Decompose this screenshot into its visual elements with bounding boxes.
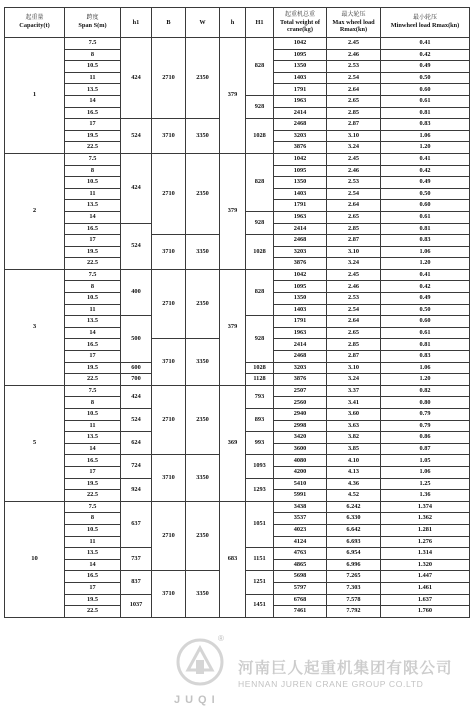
capacity-cell: 5 bbox=[5, 385, 65, 501]
min-wheel-load-cell: 0.50 bbox=[381, 72, 470, 84]
total-weight-cell: 1403 bbox=[274, 72, 327, 84]
capacity-cell: 10 bbox=[5, 501, 65, 617]
total-weight-cell: 1042 bbox=[274, 269, 327, 281]
total-weight-cell: 5991 bbox=[274, 490, 327, 502]
crane-spec-table bbox=[4, 7, 470, 618]
span-cell: 11 bbox=[65, 72, 121, 84]
span-cell: 17 bbox=[65, 466, 121, 478]
total-weight-cell: 1350 bbox=[274, 293, 327, 305]
min-wheel-load-cell: 0.61 bbox=[381, 211, 470, 223]
total-weight-cell: 3876 bbox=[274, 374, 327, 386]
h1-header: h1 bbox=[121, 8, 152, 38]
H1-cell: 928 bbox=[246, 95, 274, 118]
total-weight-cell: 1095 bbox=[274, 281, 327, 293]
total-weight-cell: 4865 bbox=[274, 559, 327, 571]
span-cell: 22.5 bbox=[65, 374, 121, 386]
max-wheel-load-cell: 3.41 bbox=[327, 397, 381, 409]
total-weight-cell: 1963 bbox=[274, 95, 327, 107]
span-cell: 14 bbox=[65, 95, 121, 107]
span-cell: 8 bbox=[65, 397, 121, 409]
total-weight-cell: 3203 bbox=[274, 362, 327, 374]
H1-cell: 1293 bbox=[246, 478, 274, 501]
max-wheel-load-cell: 3.10 bbox=[327, 130, 381, 142]
total-weight-cell: 6768 bbox=[274, 594, 327, 606]
span-cell: 8 bbox=[65, 49, 121, 61]
min-wheel-load-cell: 0.61 bbox=[381, 95, 470, 107]
min-wheel-load-cell: 1.314 bbox=[381, 548, 470, 560]
watermark-company-en: HENNAN JUREN CRANE GROUP CO.LTD bbox=[238, 679, 424, 689]
b-cell: 2710 bbox=[152, 501, 186, 571]
total-weight-cell: 2560 bbox=[274, 397, 327, 409]
span-cell: 10.5 bbox=[65, 524, 121, 536]
span-cell: 10.5 bbox=[65, 61, 121, 73]
span-cell: 11 bbox=[65, 420, 121, 432]
min-wheel-load-cell: 0.86 bbox=[381, 432, 470, 444]
table-row bbox=[5, 153, 470, 165]
h-cell: 379 bbox=[220, 269, 246, 385]
total-weight-cell: 1403 bbox=[274, 188, 327, 200]
H1-cell: 893 bbox=[246, 409, 274, 432]
watermark-company-cn: 河南巨人起重机集团有限公司 bbox=[238, 659, 453, 677]
span-cell: 7.5 bbox=[65, 269, 121, 281]
span-cell: 13.5 bbox=[65, 84, 121, 96]
min-wheel-load-cell: 1.05 bbox=[381, 455, 470, 467]
w-cell: 3350 bbox=[186, 119, 220, 154]
max-wheel-load-cell: 2.65 bbox=[327, 327, 381, 339]
min-wheel-load-cell: 0.41 bbox=[381, 38, 470, 50]
min-wheel-load-cell: 0.50 bbox=[381, 304, 470, 316]
min-wheel-load-cell: 0.79 bbox=[381, 420, 470, 432]
H1-cell: 1028 bbox=[246, 362, 274, 374]
total-weight-cell: 2468 bbox=[274, 119, 327, 131]
min-wheel-load-cell: 1.20 bbox=[381, 142, 470, 154]
span-cell: 16.5 bbox=[65, 571, 121, 583]
max-wheel-load-cell: 4.13 bbox=[327, 466, 381, 478]
min-wheel-load-cell: 1.461 bbox=[381, 582, 470, 594]
min-wheel-load-cell: 0.87 bbox=[381, 443, 470, 455]
span-cell: 8 bbox=[65, 165, 121, 177]
H1-cell: 828 bbox=[246, 38, 274, 96]
span-cell: 10.5 bbox=[65, 177, 121, 189]
total-weight-cell: 4080 bbox=[274, 455, 327, 467]
min-wheel-load-cell: 0.82 bbox=[381, 385, 470, 397]
min-wheel-load-header: 最小轮压 Minwheel load Rmax(kn) bbox=[381, 8, 470, 38]
table-row bbox=[5, 501, 470, 513]
span-cell: 19.5 bbox=[65, 478, 121, 490]
watermark-letters: JUQI bbox=[174, 694, 220, 706]
span-header: 跨度 Span S(m) bbox=[65, 8, 121, 38]
max-wheel-load-cell: 2.45 bbox=[327, 269, 381, 281]
min-wheel-load-cell: 0.49 bbox=[381, 293, 470, 305]
capacity-cell: 1 bbox=[5, 38, 65, 154]
max-wheel-load-cell: 2.85 bbox=[327, 223, 381, 235]
span-cell: 7.5 bbox=[65, 153, 121, 165]
h1-cell: 424 bbox=[121, 385, 152, 408]
span-cell: 7.5 bbox=[65, 38, 121, 50]
w-cell: 3350 bbox=[186, 235, 220, 270]
b-cell: 2710 bbox=[152, 38, 186, 119]
h1-cell: 424 bbox=[121, 38, 152, 119]
total-weight-cell: 3537 bbox=[274, 513, 327, 525]
min-wheel-load-cell: 1.36 bbox=[381, 490, 470, 502]
max-wheel-load-cell: 2.54 bbox=[327, 188, 381, 200]
span-cell: 14 bbox=[65, 327, 121, 339]
b-header: B bbox=[152, 8, 186, 38]
max-wheel-load-cell: 2.53 bbox=[327, 293, 381, 305]
max-wheel-load-cell: 6.996 bbox=[327, 559, 381, 571]
span-cell: 17 bbox=[65, 582, 121, 594]
span-cell: 16.5 bbox=[65, 339, 121, 351]
total-weight-cell: 2414 bbox=[274, 223, 327, 235]
max-wheel-load-cell: 2.87 bbox=[327, 119, 381, 131]
span-cell: 7.5 bbox=[65, 385, 121, 397]
total-weight-cell: 3600 bbox=[274, 443, 327, 455]
total-weight-cell: 4124 bbox=[274, 536, 327, 548]
b-cell: 3710 bbox=[152, 119, 186, 154]
max-wheel-load-header: 最大轮压 Max wheel load Rmax(kn) bbox=[327, 8, 381, 38]
max-wheel-load-cell: 3.85 bbox=[327, 443, 381, 455]
min-wheel-load-cell: 0.42 bbox=[381, 281, 470, 293]
span-cell: 17 bbox=[65, 119, 121, 131]
max-wheel-load-cell: 2.85 bbox=[327, 107, 381, 119]
total-weight-cell: 3203 bbox=[274, 130, 327, 142]
min-wheel-load-cell: 0.60 bbox=[381, 316, 470, 328]
span-cell: 16.5 bbox=[65, 223, 121, 235]
min-wheel-load-cell: 1.06 bbox=[381, 466, 470, 478]
h-header: h bbox=[220, 8, 246, 38]
total-weight-cell: 1350 bbox=[274, 177, 327, 189]
H1-header: H1 bbox=[246, 8, 274, 38]
min-wheel-load-cell: 0.79 bbox=[381, 409, 470, 421]
max-wheel-load-cell: 4.10 bbox=[327, 455, 381, 467]
span-cell: 22.5 bbox=[65, 490, 121, 502]
min-wheel-load-cell: 0.60 bbox=[381, 84, 470, 96]
b-cell: 2710 bbox=[152, 153, 186, 234]
span-cell: 17 bbox=[65, 235, 121, 247]
max-wheel-load-cell: 2.53 bbox=[327, 61, 381, 73]
min-wheel-load-cell: 0.83 bbox=[381, 119, 470, 131]
h1-cell: 500 bbox=[121, 316, 152, 362]
min-wheel-load-cell: 1.06 bbox=[381, 246, 470, 258]
table-row bbox=[5, 269, 470, 281]
span-cell: 8 bbox=[65, 281, 121, 293]
span-cell: 22.5 bbox=[65, 142, 121, 154]
min-wheel-load-cell: 0.83 bbox=[381, 351, 470, 363]
total-weight-cell: 3876 bbox=[274, 258, 327, 270]
max-wheel-load-cell: 2.64 bbox=[327, 316, 381, 328]
total-weight-cell: 1095 bbox=[274, 49, 327, 61]
w-cell: 2350 bbox=[186, 38, 220, 119]
span-cell: 7.5 bbox=[65, 501, 121, 513]
h1-cell: 524 bbox=[121, 223, 152, 269]
H1-cell: 928 bbox=[246, 211, 274, 234]
total-weight-cell: 3420 bbox=[274, 432, 327, 444]
max-wheel-load-cell: 2.87 bbox=[327, 235, 381, 247]
min-wheel-load-cell: 1.06 bbox=[381, 362, 470, 374]
total-weight-cell: 1403 bbox=[274, 304, 327, 316]
total-weight-cell: 3876 bbox=[274, 142, 327, 154]
span-cell: 16.5 bbox=[65, 107, 121, 119]
min-wheel-load-cell: 0.42 bbox=[381, 165, 470, 177]
max-wheel-load-cell: 6.242 bbox=[327, 501, 381, 513]
min-wheel-load-cell: 1.447 bbox=[381, 571, 470, 583]
H1-cell: 1028 bbox=[246, 119, 274, 154]
max-wheel-load-cell: 6.693 bbox=[327, 536, 381, 548]
span-cell: 22.5 bbox=[65, 258, 121, 270]
w-cell: 2350 bbox=[186, 385, 220, 455]
total-weight-cell: 2414 bbox=[274, 339, 327, 351]
span-cell: 17 bbox=[65, 351, 121, 363]
max-wheel-load-cell: 2.53 bbox=[327, 177, 381, 189]
min-wheel-load-cell: 1.320 bbox=[381, 559, 470, 571]
b-cell: 2710 bbox=[152, 269, 186, 339]
max-wheel-load-cell: 7.303 bbox=[327, 582, 381, 594]
total-weight-cell: 1963 bbox=[274, 327, 327, 339]
total-weight-cell: 4200 bbox=[274, 466, 327, 478]
max-wheel-load-cell: 2.45 bbox=[327, 153, 381, 165]
max-wheel-load-cell: 2.46 bbox=[327, 281, 381, 293]
total-weight-cell: 1042 bbox=[274, 153, 327, 165]
total-weight-cell: 1963 bbox=[274, 211, 327, 223]
max-wheel-load-cell: 2.45 bbox=[327, 38, 381, 50]
h-cell: 379 bbox=[220, 38, 246, 154]
span-cell: 10.5 bbox=[65, 293, 121, 305]
max-wheel-load-cell: 2.65 bbox=[327, 95, 381, 107]
h-cell: 379 bbox=[220, 153, 246, 269]
max-wheel-load-cell: 2.46 bbox=[327, 165, 381, 177]
H1-cell: 1128 bbox=[246, 374, 274, 386]
total-weight-cell: 2998 bbox=[274, 420, 327, 432]
total-weight-cell: 2468 bbox=[274, 235, 327, 247]
total-weight-cell: 5797 bbox=[274, 582, 327, 594]
H1-cell: 928 bbox=[246, 316, 274, 362]
span-cell: 13.5 bbox=[65, 316, 121, 328]
h1-cell: 524 bbox=[121, 119, 152, 154]
max-wheel-load-cell: 2.64 bbox=[327, 84, 381, 96]
max-wheel-load-cell: 3.24 bbox=[327, 258, 381, 270]
min-wheel-load-cell: 0.49 bbox=[381, 61, 470, 73]
H1-cell: 828 bbox=[246, 153, 274, 211]
min-wheel-load-cell: 1.281 bbox=[381, 524, 470, 536]
span-cell: 11 bbox=[65, 304, 121, 316]
min-wheel-load-cell: 1.20 bbox=[381, 374, 470, 386]
h1-cell: 400 bbox=[121, 269, 152, 315]
table-header-row bbox=[5, 8, 470, 38]
total-weight-cell: 3438 bbox=[274, 501, 327, 513]
max-wheel-load-cell: 2.46 bbox=[327, 49, 381, 61]
max-wheel-load-cell: 4.36 bbox=[327, 478, 381, 490]
max-wheel-load-cell: 3.10 bbox=[327, 362, 381, 374]
H1-cell: 1093 bbox=[246, 455, 274, 478]
w-cell: 3350 bbox=[186, 455, 220, 501]
min-wheel-load-cell: 0.81 bbox=[381, 223, 470, 235]
juren-logo-icon bbox=[172, 636, 228, 694]
max-wheel-load-cell: 3.37 bbox=[327, 385, 381, 397]
w-cell: 2350 bbox=[186, 501, 220, 571]
max-wheel-load-cell: 3.10 bbox=[327, 246, 381, 258]
min-wheel-load-cell: 1.276 bbox=[381, 536, 470, 548]
H1-cell: 793 bbox=[246, 385, 274, 408]
h-cell: 683 bbox=[220, 501, 246, 617]
b-cell: 3710 bbox=[152, 571, 186, 617]
span-cell: 22.5 bbox=[65, 606, 121, 618]
total-weight-cell: 1791 bbox=[274, 200, 327, 212]
span-cell: 19.5 bbox=[65, 246, 121, 258]
total-weight-cell: 2414 bbox=[274, 107, 327, 119]
min-wheel-load-cell: 0.81 bbox=[381, 107, 470, 119]
total-weight-cell: 4023 bbox=[274, 524, 327, 536]
max-wheel-load-cell: 3.63 bbox=[327, 420, 381, 432]
min-wheel-load-cell: 0.83 bbox=[381, 235, 470, 247]
total-weight-cell: 1791 bbox=[274, 84, 327, 96]
H1-cell: 1051 bbox=[246, 501, 274, 547]
max-wheel-load-cell: 6.642 bbox=[327, 524, 381, 536]
total-weight-cell: 5698 bbox=[274, 571, 327, 583]
min-wheel-load-cell: 1.20 bbox=[381, 258, 470, 270]
min-wheel-load-cell: 0.61 bbox=[381, 327, 470, 339]
span-cell: 14 bbox=[65, 559, 121, 571]
max-wheel-load-cell: 6.330 bbox=[327, 513, 381, 525]
max-wheel-load-cell: 2.85 bbox=[327, 339, 381, 351]
min-wheel-load-cell: 1.637 bbox=[381, 594, 470, 606]
total-weight-cell: 4763 bbox=[274, 548, 327, 560]
min-wheel-load-cell: 0.41 bbox=[381, 153, 470, 165]
h1-cell: 724 bbox=[121, 455, 152, 478]
total-weight-cell: 2507 bbox=[274, 385, 327, 397]
h1-cell: 524 bbox=[121, 409, 152, 432]
h1-cell: 424 bbox=[121, 153, 152, 223]
span-cell: 16.5 bbox=[65, 455, 121, 467]
span-cell: 19.5 bbox=[65, 362, 121, 374]
capacity-header: 起重量 Capacity(t) bbox=[5, 8, 65, 38]
span-cell: 14 bbox=[65, 443, 121, 455]
w-header: W bbox=[186, 8, 220, 38]
total-weight-cell: 2468 bbox=[274, 351, 327, 363]
max-wheel-load-cell: 2.65 bbox=[327, 211, 381, 223]
max-wheel-load-cell: 6.954 bbox=[327, 548, 381, 560]
H1-cell: 1251 bbox=[246, 571, 274, 594]
capacity-cell: 3 bbox=[5, 269, 65, 385]
w-cell: 3350 bbox=[186, 339, 220, 385]
table-row bbox=[5, 38, 470, 50]
total-weight-cell: 1095 bbox=[274, 165, 327, 177]
max-wheel-load-cell: 7.578 bbox=[327, 594, 381, 606]
w-cell: 2350 bbox=[186, 153, 220, 234]
min-wheel-load-cell: 0.41 bbox=[381, 269, 470, 281]
total-weight-cell: 5410 bbox=[274, 478, 327, 490]
min-wheel-load-cell: 0.42 bbox=[381, 49, 470, 61]
min-wheel-load-cell: 1.362 bbox=[381, 513, 470, 525]
max-wheel-load-cell: 3.60 bbox=[327, 409, 381, 421]
b-cell: 3710 bbox=[152, 455, 186, 501]
min-wheel-load-cell: 0.49 bbox=[381, 177, 470, 189]
span-cell: 13.5 bbox=[65, 432, 121, 444]
total-weight-cell: 3203 bbox=[274, 246, 327, 258]
total-weight-header: 起重机总重 Total weight of crane(kg) bbox=[274, 8, 327, 38]
w-cell: 3350 bbox=[186, 571, 220, 617]
max-wheel-load-cell: 3.82 bbox=[327, 432, 381, 444]
H1-cell: 828 bbox=[246, 269, 274, 315]
h1-cell: 637 bbox=[121, 501, 152, 547]
b-cell: 3710 bbox=[152, 235, 186, 270]
span-cell: 14 bbox=[65, 211, 121, 223]
table-row bbox=[5, 385, 470, 397]
b-cell: 2710 bbox=[152, 385, 186, 455]
total-weight-cell: 7461 bbox=[274, 606, 327, 618]
total-weight-cell: 2940 bbox=[274, 409, 327, 421]
min-wheel-load-cell: 1.06 bbox=[381, 130, 470, 142]
h1-cell: 624 bbox=[121, 432, 152, 455]
h1-cell: 600 bbox=[121, 362, 152, 374]
max-wheel-load-cell: 3.24 bbox=[327, 374, 381, 386]
min-wheel-load-cell: 1.25 bbox=[381, 478, 470, 490]
span-cell: 19.5 bbox=[65, 594, 121, 606]
min-wheel-load-cell: 0.81 bbox=[381, 339, 470, 351]
capacity-cell: 2 bbox=[5, 153, 65, 269]
span-cell: 10.5 bbox=[65, 409, 121, 421]
min-wheel-load-cell: 1.374 bbox=[381, 501, 470, 513]
h1-cell: 924 bbox=[121, 478, 152, 501]
total-weight-cell: 1042 bbox=[274, 38, 327, 50]
h-cell: 369 bbox=[220, 385, 246, 501]
w-cell: 2350 bbox=[186, 269, 220, 339]
span-cell: 11 bbox=[65, 188, 121, 200]
span-cell: 8 bbox=[65, 513, 121, 525]
span-cell: 13.5 bbox=[65, 200, 121, 212]
max-wheel-load-cell: 3.24 bbox=[327, 142, 381, 154]
max-wheel-load-cell: 2.64 bbox=[327, 200, 381, 212]
span-cell: 13.5 bbox=[65, 548, 121, 560]
h1-cell: 700 bbox=[121, 374, 152, 386]
min-wheel-load-cell: 1.760 bbox=[381, 606, 470, 618]
min-wheel-load-cell: 0.50 bbox=[381, 188, 470, 200]
registered-mark: ® bbox=[218, 634, 224, 643]
max-wheel-load-cell: 7.792 bbox=[327, 606, 381, 618]
span-cell: 11 bbox=[65, 536, 121, 548]
max-wheel-load-cell: 2.87 bbox=[327, 351, 381, 363]
H1-cell: 1028 bbox=[246, 235, 274, 270]
total-weight-cell: 1791 bbox=[274, 316, 327, 328]
H1-cell: 1451 bbox=[246, 594, 274, 617]
min-wheel-load-cell: 0.80 bbox=[381, 397, 470, 409]
max-wheel-load-cell: 4.52 bbox=[327, 490, 381, 502]
h1-cell: 1037 bbox=[121, 594, 152, 617]
total-weight-cell: 1350 bbox=[274, 61, 327, 73]
min-wheel-load-cell: 0.60 bbox=[381, 200, 470, 212]
H1-cell: 993 bbox=[246, 432, 274, 455]
table-body bbox=[5, 38, 470, 618]
h1-cell: 737 bbox=[121, 548, 152, 571]
max-wheel-load-cell: 7.265 bbox=[327, 571, 381, 583]
h1-cell: 837 bbox=[121, 571, 152, 594]
b-cell: 3710 bbox=[152, 339, 186, 385]
max-wheel-load-cell: 2.54 bbox=[327, 72, 381, 84]
H1-cell: 1151 bbox=[246, 548, 274, 571]
span-cell: 19.5 bbox=[65, 130, 121, 142]
max-wheel-load-cell: 2.54 bbox=[327, 304, 381, 316]
